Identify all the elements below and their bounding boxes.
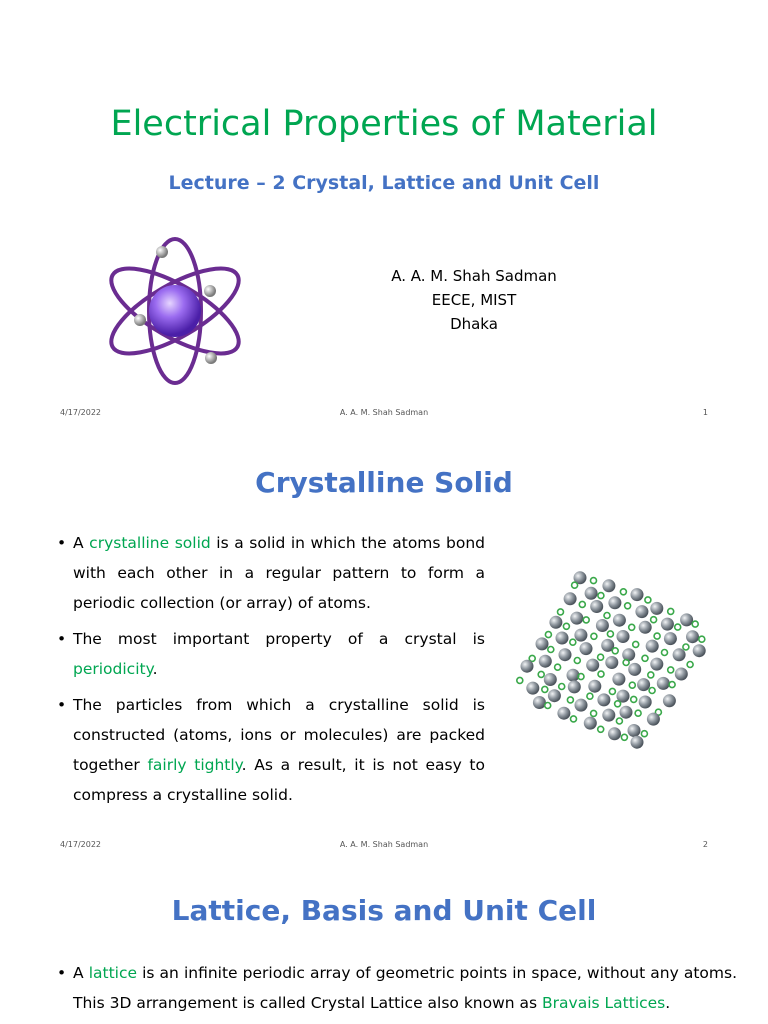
grey-atom	[533, 696, 546, 709]
green-atom	[629, 624, 635, 630]
green-atom	[570, 639, 576, 645]
green-atom	[615, 701, 621, 707]
grey-atom	[602, 709, 615, 722]
grey-atom	[613, 614, 626, 627]
green-atom	[574, 658, 580, 664]
highlight-term: fairly tightly	[147, 756, 242, 774]
grey-atom	[628, 724, 641, 737]
green-atom	[654, 633, 660, 639]
grey-atom	[544, 673, 557, 686]
grey-atom	[570, 612, 583, 625]
green-atom	[598, 726, 604, 732]
green-atom	[545, 703, 551, 709]
green-atom	[607, 631, 613, 637]
grey-atom	[657, 677, 670, 690]
footer-date: 4/17/2022	[60, 408, 102, 417]
grey-atom	[597, 693, 610, 706]
author-city: Dhaka	[450, 315, 498, 333]
green-atom	[591, 633, 597, 639]
highlight-term: periodicity	[73, 660, 153, 678]
green-atom	[651, 617, 657, 623]
slide-2	[0, 432, 768, 864]
green-atom	[668, 608, 674, 614]
author-department: EECE, MIST	[431, 291, 517, 309]
grey-atom	[675, 668, 688, 681]
grey-atom	[588, 680, 601, 693]
grey-atom	[596, 619, 609, 632]
green-atom	[571, 716, 577, 722]
list-item: • A lattice is an infinite periodic array of geometric points in space, without any atoms. This 3D arrangement is called Crystal Lattice also known as Bravais Lattices.	[57, 958, 737, 1018]
grey-atom	[557, 707, 570, 720]
green-atom	[604, 613, 610, 619]
grey-atom	[548, 689, 561, 702]
footer-page-number: 1	[702, 408, 708, 417]
green-atom	[591, 578, 597, 584]
grey-atom	[539, 655, 552, 668]
grey-atom	[631, 588, 644, 601]
footer-date: 4/17/2022	[60, 840, 102, 849]
green-atom	[579, 601, 585, 607]
bullet-list	[57, 528, 485, 816]
list-item: • The particles from which a crystalline solid is constructed (atoms, ions or molecules) are packed together fairly tightly. As a result, it is not easy to compress a crystalline solid.	[57, 690, 485, 810]
grey-atom	[639, 621, 652, 634]
footer-author: A. A. M. Shah Sadman	[339, 840, 429, 849]
slide-heading: Lattice, Basis and Unit Cell	[171, 894, 597, 927]
green-atom	[692, 621, 698, 627]
grey-atom	[650, 602, 663, 615]
green-atom	[648, 672, 654, 678]
grey-atom	[612, 673, 625, 686]
green-atom	[669, 682, 675, 688]
grey-atom	[580, 642, 593, 655]
grey-atom	[646, 640, 659, 653]
grey-atom	[526, 682, 539, 695]
grey-atom	[584, 717, 597, 730]
green-atom	[612, 648, 618, 654]
highlight-term: crystalline solid	[89, 534, 211, 552]
grey-atom	[608, 727, 621, 740]
grey-atom	[620, 706, 633, 719]
green-atom	[517, 677, 523, 683]
green-atom	[555, 664, 561, 670]
grey-atom	[686, 630, 699, 643]
grey-atom	[559, 648, 572, 661]
green-atom	[621, 734, 627, 740]
green-atom	[675, 624, 681, 630]
slide-3	[0, 864, 768, 1024]
footer-author: A. A. M. Shah Sadman	[339, 408, 429, 417]
green-atom	[545, 632, 551, 638]
crystal-structure-icon	[510, 562, 712, 758]
green-atom	[591, 710, 597, 716]
grey-atom	[608, 596, 621, 609]
green-atom	[558, 609, 564, 615]
green-atom	[598, 654, 604, 660]
green-atom	[572, 582, 578, 588]
grey-atom	[602, 579, 615, 592]
green-atom	[699, 636, 705, 642]
slide-heading: Crystalline Solid	[255, 466, 513, 499]
green-atom	[598, 671, 604, 677]
grey-atom	[585, 587, 598, 600]
grey-atom	[631, 736, 644, 749]
grey-atom	[635, 605, 648, 618]
grey-atom	[647, 713, 660, 726]
bullet-list	[57, 958, 737, 1018]
green-atom	[635, 710, 641, 716]
grey-atom	[661, 618, 674, 631]
green-atom	[620, 589, 626, 595]
slide-subtitle: Lecture – 2 Crystal, Lattice and Unit Cell	[168, 172, 600, 194]
atom-icon	[96, 232, 254, 390]
green-atom	[625, 603, 631, 609]
highlight-term: lattice	[88, 964, 138, 982]
green-atom	[633, 641, 639, 647]
green-atom	[683, 644, 689, 650]
grey-atom	[650, 658, 663, 671]
green-atom	[641, 731, 647, 737]
grey-atom	[637, 678, 650, 691]
footer-page-number: 2	[702, 840, 708, 849]
grey-atom	[673, 648, 686, 661]
grey-atom	[521, 660, 534, 673]
green-atom	[538, 671, 544, 677]
green-atom	[598, 593, 604, 599]
green-atom	[583, 617, 589, 623]
grey-atom	[586, 659, 599, 672]
green-atom	[616, 718, 622, 724]
green-atom	[668, 667, 674, 673]
grey-atom	[693, 644, 706, 657]
grey-atom	[680, 613, 693, 626]
green-atom	[649, 688, 655, 694]
green-atom	[563, 623, 569, 629]
green-atom	[567, 697, 573, 703]
green-atom	[645, 597, 651, 603]
author-block	[345, 264, 603, 336]
green-atom	[631, 696, 637, 702]
slide-title: Electrical Properties of Material	[110, 104, 658, 144]
grey-atom	[568, 680, 581, 693]
grey-atom	[564, 592, 577, 605]
list-item: • The most important property of a crystal is periodicity.	[57, 624, 485, 684]
green-atom	[642, 655, 648, 661]
green-atom	[629, 682, 635, 688]
grey-atom	[664, 632, 677, 645]
grey-atom	[639, 696, 652, 709]
highlight-term: Bravais Lattices	[542, 994, 666, 1012]
green-atom	[542, 686, 548, 692]
green-atom	[587, 693, 593, 699]
green-atom	[662, 650, 668, 656]
grey-atom	[628, 663, 641, 676]
green-atom	[609, 688, 615, 694]
grey-atom	[590, 600, 603, 613]
grey-atom	[556, 632, 569, 645]
grey-atom	[605, 656, 618, 669]
grey-atom	[574, 629, 587, 642]
slide-1	[0, 0, 768, 432]
green-atom	[559, 684, 565, 690]
grey-atom	[575, 699, 588, 712]
grey-atom	[663, 694, 676, 707]
green-atom	[548, 647, 554, 653]
grey-atom	[549, 616, 562, 629]
green-atom	[687, 662, 693, 668]
list-item: • A crystalline solid is a solid in which the atoms bond with each other in a regular pattern to form a periodic collection (or array) of atoms.	[57, 528, 485, 618]
grey-atom	[617, 630, 630, 643]
grey-atom	[536, 637, 549, 650]
author-name: A. A. M. Shah Sadman	[391, 267, 557, 285]
